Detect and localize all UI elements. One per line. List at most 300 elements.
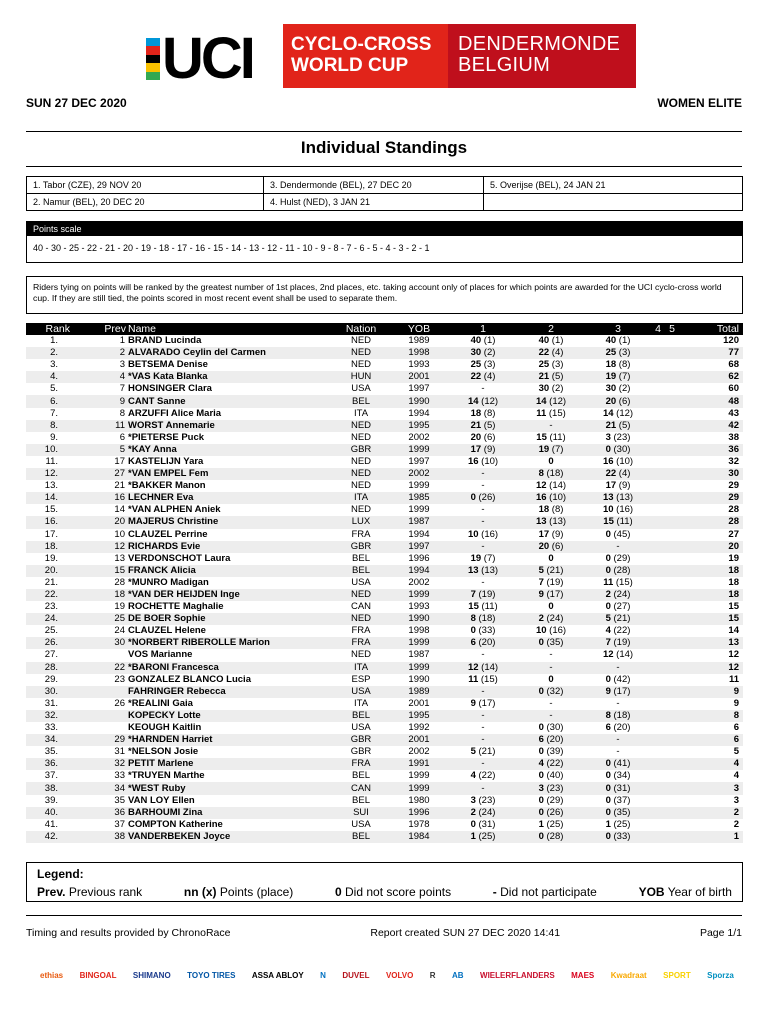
nation-cell: NED [350, 335, 372, 347]
race-result-cell [517, 347, 585, 359]
nation-cell: BEL [333, 710, 389, 722]
race-result-cell [585, 831, 651, 843]
yob-cell: 1999 [408, 770, 430, 782]
footer-timing: Timing and results provided by ChronoRace [26, 927, 231, 939]
nation-cell: GBR [350, 746, 372, 758]
yob-cell: 1987 [408, 649, 430, 661]
race-result-cell: - [481, 649, 485, 661]
race-result-cell: - [481, 480, 485, 492]
race-result-cell [665, 516, 679, 528]
race-result-cell: - [449, 516, 517, 528]
rank-cell: 6. [26, 395, 86, 407]
race-result-cell [517, 504, 585, 516]
race-result-cell [449, 529, 517, 541]
table-row [26, 782, 743, 794]
rider-name-cell: *PIETERSE Puck [128, 431, 205, 443]
race-result-cell [665, 577, 679, 589]
race-result-cell [665, 734, 679, 746]
header-name: Name [128, 323, 333, 335]
table-row [26, 492, 743, 504]
race-result-cell [651, 432, 665, 444]
prev-rank-cell: 29 [86, 734, 128, 746]
race-result-cell [665, 613, 679, 625]
race-place: (5) [616, 419, 631, 431]
race-place: (8) [616, 359, 631, 371]
race-result-cell: - [449, 686, 517, 698]
yob-cell: 1994 [389, 565, 449, 577]
event-cell [484, 194, 743, 211]
prev-rank-cell: 31 [114, 746, 125, 758]
yob-cell: 1997 [408, 383, 430, 395]
race-result-cell [665, 686, 679, 698]
legend-text: Did not participate [500, 885, 597, 899]
race-place: (21) [475, 746, 496, 758]
total-points-cell: 29 [728, 480, 739, 492]
prev-rank-cell: 27 [86, 468, 128, 480]
race-result-cell [517, 565, 585, 577]
race-place: (19) [475, 589, 496, 601]
race-result-cell [449, 637, 517, 649]
race-result-cell [517, 625, 585, 637]
table-row [26, 710, 743, 722]
race-result-cell [517, 408, 585, 420]
total-points-cell: 36 [679, 444, 743, 456]
nation-cell: SUI [333, 807, 389, 819]
rank-cell: 21. [44, 576, 58, 588]
prev-rank-cell: 22 [86, 662, 128, 674]
legend-item [184, 885, 293, 899]
rank-cell: 16. [26, 516, 86, 528]
race-points: 0 [548, 455, 554, 467]
race-place: (1) [481, 335, 496, 347]
race-points: 13 [467, 564, 479, 576]
table-row [26, 625, 743, 637]
race-place: (6) [481, 431, 496, 443]
prev-rank-cell: 8 [119, 407, 125, 419]
race-place: (22) [610, 625, 631, 637]
race-place: (23) [475, 794, 496, 806]
race-result-cell [585, 456, 651, 468]
race-result-cell [651, 686, 665, 698]
race-result-cell [449, 674, 517, 686]
table-row [26, 432, 743, 444]
total-points-cell: 2 [733, 818, 739, 830]
total-points-cell: 15 [679, 613, 743, 625]
race-result-cell [449, 456, 517, 468]
rider-name-cell: BARHOUMI Zina [128, 807, 333, 819]
total-points-cell: 3 [679, 782, 743, 794]
total-points-cell: 6 [679, 734, 743, 746]
nation-cell: FRA [333, 637, 389, 649]
prev-rank-cell: 26 [114, 697, 125, 709]
nation-cell: ITA [333, 492, 389, 504]
rider-name-cell: ARZUFFI Alice Maria [128, 407, 222, 419]
race-result-cell: - [449, 734, 517, 746]
yob-cell: 2002 [408, 576, 430, 588]
divider [26, 166, 742, 167]
total-points-cell: 4 [679, 758, 743, 770]
yob-cell: 1994 [408, 528, 430, 540]
race-points: 0 [605, 830, 611, 842]
race-result-cell [517, 335, 585, 347]
race-points: 14 [535, 395, 547, 407]
race-place: (31) [475, 818, 496, 830]
table-row [26, 662, 743, 674]
nation-cell: NED [333, 420, 389, 432]
race-points: 7 [605, 637, 611, 649]
rank-cell: 24. [26, 613, 86, 625]
total-points-cell: 28 [728, 504, 739, 516]
race-place: (27) [610, 601, 631, 613]
race-points: 4 [470, 770, 476, 782]
rider-name-cell: ROCHETTE Maghalie [128, 601, 224, 613]
race-result-cell [651, 662, 665, 674]
race-place: (23) [610, 431, 631, 443]
nation-cell: NED [333, 589, 389, 601]
race-points: 0 [538, 685, 544, 697]
race-place: (16) [613, 504, 634, 516]
nation-cell: USA [333, 686, 389, 698]
race-result-cell [651, 722, 665, 734]
prev-rank-cell: 23 [114, 673, 125, 685]
race-points: 18 [538, 504, 550, 516]
header-race-4: 4 [651, 323, 665, 335]
race-place: (20) [610, 722, 631, 734]
yob-cell: 1990 [408, 673, 430, 685]
race-place: (26) [475, 492, 496, 504]
race-points: 20 [470, 431, 482, 443]
legend-item [335, 885, 451, 899]
race-result-cell [449, 795, 517, 807]
prev-rank-cell: 5 [86, 444, 128, 456]
rank-cell: 31. [44, 697, 58, 709]
rainbow-stripes [146, 38, 160, 80]
race-place: (3) [616, 347, 631, 359]
event-name [283, 24, 448, 88]
race-result-cell: - [481, 504, 485, 516]
prev-rank-cell: 38 [86, 831, 128, 843]
race-place: (30) [610, 443, 631, 455]
race-result-cell [517, 395, 585, 407]
yob-cell: 1999 [389, 782, 449, 794]
rider-name-cell: *VAN EMPEL Fem [128, 468, 333, 480]
race-result-cell [517, 444, 585, 456]
race-place: (8) [549, 504, 564, 516]
race-place: (39) [543, 746, 564, 758]
rank-cell: 22. [26, 589, 86, 601]
nation-cell: ITA [353, 697, 369, 709]
table-row [26, 553, 743, 565]
nation-cell: FRA [351, 625, 371, 637]
race-result-cell [665, 456, 679, 468]
race-points: 9 [470, 697, 476, 709]
race-place: (10) [546, 492, 567, 504]
total-points-cell: 18 [679, 565, 743, 577]
race-place: (22) [475, 770, 496, 782]
race-place: (5) [481, 419, 496, 431]
yob-cell: 1996 [408, 552, 430, 564]
race-place: (42) [610, 673, 631, 685]
sponsor-logo: Kwadraat [610, 970, 647, 980]
race-result-cell [449, 698, 517, 710]
race-place: (1) [549, 335, 564, 347]
race-points: 3 [605, 431, 611, 443]
table-row [26, 529, 743, 541]
total-points-cell: 38 [728, 431, 739, 443]
race-result-cell: - [549, 697, 553, 709]
race-result-cell [665, 371, 679, 383]
race-result-cell: - [517, 662, 585, 674]
prev-rank-cell: 25 [86, 613, 128, 625]
sponsor-strip [36, 960, 738, 990]
rider-name-cell: KEOUGH Kaitlin [128, 722, 202, 734]
race-place: (21) [543, 564, 564, 576]
prev-rank-cell: 6 [119, 431, 125, 443]
rider-name-cell: CLAUZEL Helene [128, 625, 206, 637]
race-result-cell [585, 807, 651, 819]
race-place: (18) [543, 468, 564, 480]
race-place: (10) [613, 455, 634, 467]
race-result-cell [449, 819, 517, 831]
race-points: 17 [470, 443, 482, 455]
race-result-cell [665, 359, 679, 371]
race-points: 0 [548, 601, 554, 613]
race-result-cell [449, 601, 517, 613]
yob-cell: 1999 [389, 662, 449, 674]
nation-cell: USA [351, 818, 371, 830]
total-points-cell: 9 [679, 686, 743, 698]
yob-cell: 1998 [389, 347, 449, 359]
race-result-cell [651, 492, 665, 504]
race-points: 10 [467, 528, 479, 540]
race-result-cell [665, 807, 679, 819]
nation-cell: FRA [351, 528, 371, 540]
race-points: 19 [470, 552, 482, 564]
total-points-cell: 20 [679, 541, 743, 553]
total-points-cell: 68 [728, 359, 739, 371]
rider-name-cell: RICHARDS Evie [128, 541, 333, 553]
nation-cell: GBR [333, 734, 389, 746]
table-row [26, 541, 743, 553]
rider-name-cell: COMPTON Katherine [128, 818, 223, 830]
race-result-cell [585, 492, 651, 504]
race-result-cell [665, 408, 679, 420]
rider-name-cell: WORST Annemarie [128, 420, 333, 432]
prev-rank-cell: 10 [114, 528, 125, 540]
race-points: 40 [605, 335, 617, 347]
race-points: 0 [605, 601, 611, 613]
points-scale-values: 40 - 30 - 25 - 22 - 21 - 20 - 19 - 18 - 17 - 16 - 15 - 14 - 13 - 12 - 11 - 10 - 9 - 8 - 7 - 6 - 5 - 4 - 3 - 2 - 1 [33, 243, 430, 253]
nation-cell: NED [333, 347, 389, 359]
nation-cell: BEL [352, 770, 370, 782]
total-points-cell: 32 [728, 455, 739, 467]
race-place: (4) [481, 371, 496, 383]
race-place: (23) [543, 782, 564, 794]
total-points-cell: 12 [728, 649, 739, 661]
table-row [26, 807, 743, 819]
total-points-cell: 15 [728, 601, 739, 613]
rider-name-cell: *MUNRO Madigan [128, 576, 209, 588]
race-place: (10) [478, 455, 499, 467]
total-points-cell: 77 [679, 347, 743, 359]
rank-cell: 12. [26, 468, 86, 480]
race-place: (31) [610, 782, 631, 794]
race-points: 20 [605, 395, 617, 407]
table-row [26, 444, 743, 456]
race-result-cell [651, 770, 665, 782]
race-points: 0 [548, 673, 554, 685]
race-result-cell [585, 674, 651, 686]
race-result-cell [665, 649, 679, 661]
yob-cell: 1999 [389, 589, 449, 601]
race-result-cell [651, 831, 665, 843]
race-points: 0 [605, 806, 611, 818]
race-result-cell [665, 782, 679, 794]
race-result-cell [517, 819, 585, 831]
race-result-cell [449, 553, 517, 565]
total-points-cell: 30 [679, 468, 743, 480]
race-place: (6) [549, 540, 564, 552]
nation-cell: NED [350, 504, 372, 516]
total-points-cell: 48 [679, 395, 743, 407]
race-points: 11 [603, 576, 614, 588]
race-result-cell [517, 383, 585, 395]
race-result-cell [517, 782, 585, 794]
race-place: (24) [610, 589, 631, 601]
race-result-cell [449, 371, 517, 383]
rider-name-cell: *HARNDEN Harriet [128, 734, 333, 746]
rider-name-cell: VERDONSCHOT Laura [128, 552, 231, 564]
yob-cell: 1990 [389, 613, 449, 625]
location-line-1: DENDERMONDE [458, 33, 621, 55]
total-points-cell: 19 [728, 552, 739, 564]
nation-cell: NED [350, 359, 372, 371]
race-points: 40 [538, 335, 550, 347]
race-result-cell [517, 553, 585, 565]
prev-rank-cell: 1 [119, 335, 125, 347]
header-nation: Nation [333, 323, 389, 335]
standings-body [26, 335, 743, 843]
race-result-cell [585, 504, 651, 516]
nation-cell: BEL [352, 794, 370, 806]
legend-text: Previous rank [68, 885, 143, 899]
race-place: (19) [610, 637, 631, 649]
race-points: 21 [538, 371, 550, 383]
nation-cell: NED [350, 649, 372, 661]
nation-cell: BEL [333, 831, 389, 843]
stripe-black [146, 55, 160, 63]
race-points: 0 [470, 818, 476, 830]
race-result-cell [665, 444, 679, 456]
race-result-cell [517, 492, 585, 504]
table-row [26, 516, 743, 528]
race-result-cell [517, 807, 585, 819]
race-place: (15) [613, 576, 633, 588]
table-row [26, 371, 743, 383]
rank-cell: 10. [26, 444, 86, 456]
race-result-cell [585, 637, 651, 649]
race-result-cell [585, 359, 651, 371]
yob-cell: 1991 [389, 758, 449, 770]
yob-cell: 1985 [389, 492, 449, 504]
yob-cell: 1999 [389, 637, 449, 649]
race-result-cell [651, 734, 665, 746]
race-result-cell: - [481, 576, 485, 588]
race-result-cell [517, 480, 585, 492]
race-result-cell [517, 432, 585, 444]
rider-name-cell: DE BOER Sophie [128, 613, 333, 625]
sponsor-logo: AB [452, 970, 464, 980]
footer-report-date: Report created SUN 27 DEC 2020 14:41 [370, 927, 561, 939]
total-points-cell: 8 [679, 710, 743, 722]
race-result-cell [651, 359, 665, 371]
race-result-cell [517, 468, 585, 480]
race-place: (25) [610, 818, 631, 830]
rank-cell: 39. [44, 794, 58, 806]
sponsor-logo: SHIMANO [132, 970, 171, 980]
race-result-cell [585, 529, 651, 541]
table-row [26, 686, 743, 698]
race-result-cell [665, 420, 679, 432]
race-place: (18) [610, 709, 631, 721]
race-result-cell [665, 589, 679, 601]
table-row [26, 698, 743, 710]
race-place: (25) [543, 818, 564, 830]
race-points: 14 [602, 407, 614, 419]
rank-cell: 9. [50, 431, 58, 443]
nation-cell: LUX [333, 516, 389, 528]
rider-name-cell: *VAN ALPHEN Aniek [128, 504, 221, 516]
table-row [26, 383, 743, 395]
stripe-blue [146, 38, 160, 46]
total-points-cell: 12 [679, 662, 743, 674]
prev-rank-cell: 11 [86, 420, 128, 432]
legend-item [639, 885, 732, 899]
race-points: 25 [538, 359, 550, 371]
table-row [26, 601, 743, 613]
rider-name-cell: *NELSON Josie [128, 746, 199, 758]
race-place: (17) [610, 685, 631, 697]
location-line-2: BELGIUM [458, 54, 551, 76]
race-place: (33) [610, 830, 631, 842]
rider-name-cell: LECHNER Eva [128, 492, 333, 504]
yob-cell: 1999 [408, 480, 430, 492]
race-result-cell [517, 613, 585, 625]
race-place: (41) [610, 758, 631, 770]
race-points: 0 [605, 782, 611, 794]
legend-key: - [492, 885, 497, 899]
race-points: 9 [538, 589, 544, 601]
race-result-cell [517, 637, 585, 649]
race-result-cell [651, 553, 665, 565]
rank-cell: 4. [26, 371, 86, 383]
prev-rank-cell: 34 [86, 782, 128, 794]
prev-rank-cell: 4 [86, 371, 128, 383]
nation-cell: CAN [333, 782, 389, 794]
rank-cell: 32. [26, 710, 86, 722]
sponsor-logo: ASSA ABLOY [251, 970, 304, 980]
table-row [26, 819, 743, 831]
total-points-cell: 42 [679, 420, 743, 432]
race-place: (11) [478, 601, 498, 613]
race-result-cell [585, 589, 651, 601]
race-points: 8 [538, 468, 544, 480]
sponsor-logo: VOLVO [385, 970, 414, 980]
rank-cell: 15. [44, 504, 58, 516]
race-result-cell: - [449, 541, 517, 553]
race-points: 15 [603, 516, 614, 528]
race-place: (32) [543, 685, 564, 697]
